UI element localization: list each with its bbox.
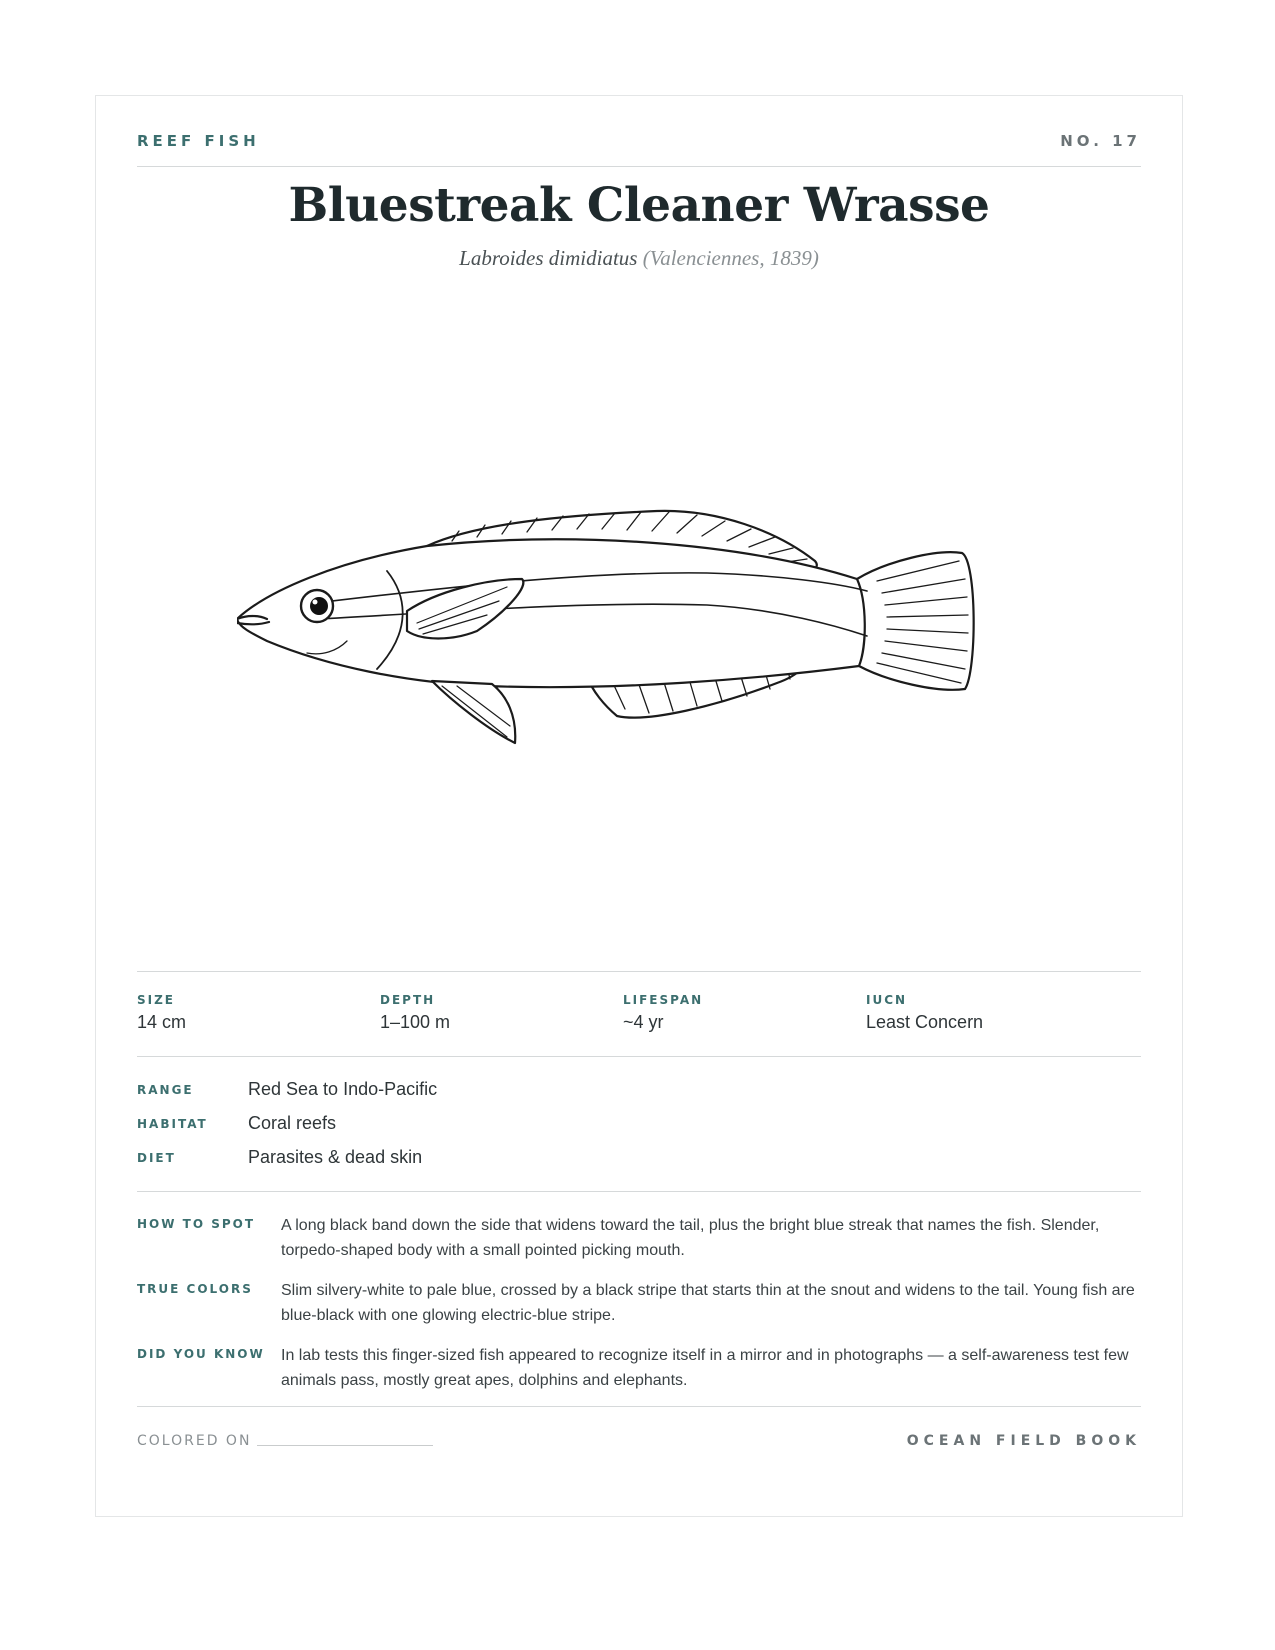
notes-list xyxy=(137,1213,1141,1408)
fact-habitat: HABITAT Coral reefs xyxy=(137,1113,337,1133)
taxonomic-authority: (Valenciennes, 1839) xyxy=(642,246,819,270)
facts-list xyxy=(137,1079,1141,1181)
page-content xyxy=(137,96,1141,1516)
species-common-name: Bluestreak Cleaner Wrasse xyxy=(288,178,990,233)
brand-name: OCEAN FIELD BOOK xyxy=(906,1433,1141,1449)
stat-size: SIZE 14 cm xyxy=(137,993,187,1032)
colored-on-line xyxy=(257,1445,433,1446)
header-divider xyxy=(137,166,1141,167)
category-label: REEF FISH xyxy=(137,132,260,150)
fact-diet: DIET Parasites & dead skin xyxy=(137,1147,423,1167)
page-footer xyxy=(137,1431,1141,1453)
note-true-colors: TRUE COLORS Slim silvery-white to pale blue, crossed by a black stripe that starts thin at the snout and widens to the tail. Young fish are blue-black with one glowing electric-blue stripe. xyxy=(137,1282,1135,1324)
stats-bottom-divider xyxy=(137,1056,1141,1057)
stat-depth: DEPTH 1–100 m xyxy=(380,993,451,1032)
species-scientific-line xyxy=(137,246,1141,271)
page-header xyxy=(137,132,1141,152)
facts-divider xyxy=(137,1191,1141,1192)
note-did-you-know: DID YOU KNOW In lab tests this finger-sized fish appeared to recognize itself in a mirror and in photographs — a self-awareness test few animals pass, mostly great apes, dolphins and elephants. xyxy=(137,1347,1129,1389)
note-how-to-spot: HOW TO SPOT A long black band down the side that widens toward the tail, plus the bright blue streak that names the fish. Slender, torpedo-shaped body with a small pointed picking mouth. xyxy=(137,1217,1100,1259)
cleaner-wrasse-line-drawing-icon xyxy=(237,501,1017,761)
colored-on-label: COLORED ON xyxy=(137,1433,252,1449)
coloring-page xyxy=(95,95,1183,1517)
stats-row xyxy=(137,993,1141,1063)
page-number: NO. 17 xyxy=(1060,132,1141,150)
stat-lifespan: LIFESPAN ~4 yr xyxy=(623,993,704,1032)
stat-iucn: IUCN Least Concern xyxy=(866,993,984,1032)
tail-fin xyxy=(857,552,974,690)
fact-range: RANGE Red Sea to Indo-Pacific xyxy=(137,1079,438,1099)
stats-top-divider xyxy=(137,971,1141,972)
footer-divider xyxy=(137,1406,1141,1407)
scientific-name: Labroides dimidiatus xyxy=(459,246,638,270)
